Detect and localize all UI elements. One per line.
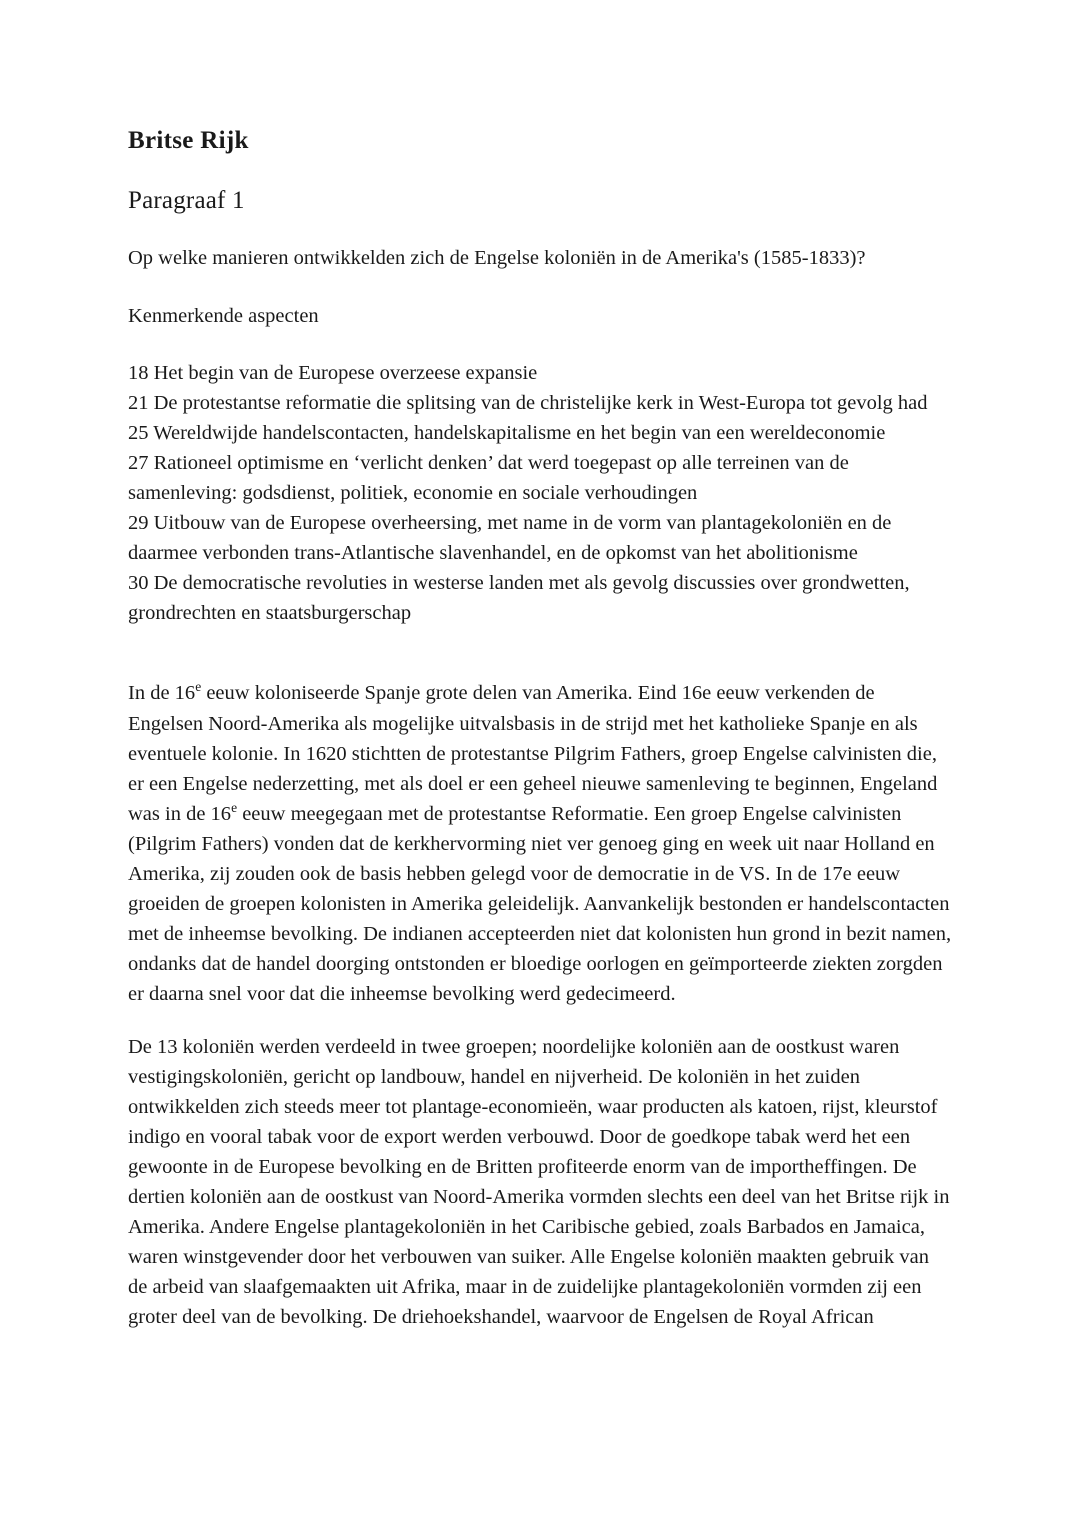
aspect-number: 25 (128, 422, 149, 445)
aspect-item (128, 569, 952, 629)
aspect-number: 29 (128, 511, 149, 534)
ordinal-superscript: e (231, 799, 238, 815)
section-heading: Paragraaf 1 (128, 187, 245, 214)
aspect-text: Rationeel optimisme en ‘verlicht denken’ dat werd toegepast op alle terreinen van de samenleving: godsdienst, politiek, economie en sociale verhoudingen (128, 451, 849, 504)
document-body (128, 126, 952, 1332)
aspect-item (128, 389, 952, 419)
aspect-text: Uitbouw van de Europese overheersing, met name in de vorm van plantagekoloniën en de daarmee verbonden trans-Atlantische slavenhandel, en de opkomst van het abolitionisme (128, 511, 892, 564)
body-paragraph: In de 16e eeuw koloniseerde Spanje grote delen van Amerika. Eind 16e eeuw verkenden de Engelsen Noord-Amerika als mogelijke uitvalsbasis in de strijd met het katholieke Spanje en als eventuele kolonie. In 1620 stichtten de protestantse Pilgrim Fathers, groep Engelse calvinisten die, er een Engelse nederzetting, met als doel er een geheel nieuwe samenleving te beginnen, Engeland was in de 16e eeuw meegegaan met de protestantse Reformatie. Een groep Engelse calvinisten (Pilgrim Fathers) vonden dat de kerkhervorming niet ver genoeg ging en week uit naar Holland en Amerika, zij zouden ook de basis hebben gelegd voor de democratie in de VS. In de 17e eeuw groeiden de groepen kolonisten in Amerika geleidelijk. Aanvankelijk bestonden er handelscontacten met de inheemse bevolking. De indianen accepteerden niet dat kolonisten hun grond in bezit namen, ondanks dat de handel doorging ontstonden er bloedige oorlogen en geïmporteerde ziekten zorgden er daarna snel voor dat die inheemse bevolking werd gedecimeerd. (128, 679, 952, 1005)
lead-question: Op welke manieren ontwikkelden zich de Engelse koloniën in de Amerika's (1585-1833)? (128, 247, 866, 269)
aspects-list (128, 359, 952, 628)
aspect-number: 21 (128, 392, 149, 415)
aspect-number: 27 (128, 451, 149, 474)
aspect-text: De democratische revoluties in westerse landen met als gevolg discussies over grondwetten, grondrechten en staatsburgerschap (128, 571, 910, 624)
body-paragraph: De 13 koloniën werden verdeeld in twee groepen; noordelijke koloniën aan de oostkust waren vestigingskoloniën, gericht op landbouw, handel en nijverheid. De koloniën in het zuiden ontwikkelden zich steeds meer tot plantage-economieën, waar producten als katoen, rijst, kleurstof indigo en vooral tabak voor de export werden verbouwd. Door de goedkope tabak werd het een gewoonte in de Europese bevolking en de Britten profiteerde enorm van de importheffingen. De dertien koloniën aan de oostkust van Noord-Amerika vormden slechts een deel van het Britse rijk in Amerika. Andere Engelse plantagekoloniën in het Caribische gebied, zoals Barbados en Jamaica, waren winstgevender door het verbouwen van suiker. Alle Engelse koloniën maakten gebruik van de arbeid van slaafgemaakten uit Afrika, maar in de zuidelijke plantagekoloniën vormden zij een groter deel van de bevolking. De driehoekshandel, waarvoor de Engelsen de Royal African (128, 1035, 950, 1329)
aspect-item (128, 359, 952, 389)
aspect-text: Het begin van de Europese overzeese expansie (153, 362, 538, 385)
body-paragraphs (128, 678, 952, 1332)
aspect-item (128, 449, 952, 509)
aspect-item (128, 509, 952, 569)
aspects-subheading: Kenmerkende aspecten (128, 304, 319, 327)
aspect-number: 30 (128, 571, 149, 594)
ordinal-superscript: e (195, 679, 202, 695)
page-title: Britse Rijk (128, 127, 249, 154)
aspect-item (128, 419, 952, 449)
aspect-number: 18 (128, 362, 149, 385)
aspect-text: De protestantse reformatie die splitsing van de christelijke kerk in West-Europa tot gevolg had (153, 392, 928, 415)
aspect-text: Wereldwijde handelscontacten, handelskapitalisme en het begin van een wereldeconomie (153, 422, 886, 445)
